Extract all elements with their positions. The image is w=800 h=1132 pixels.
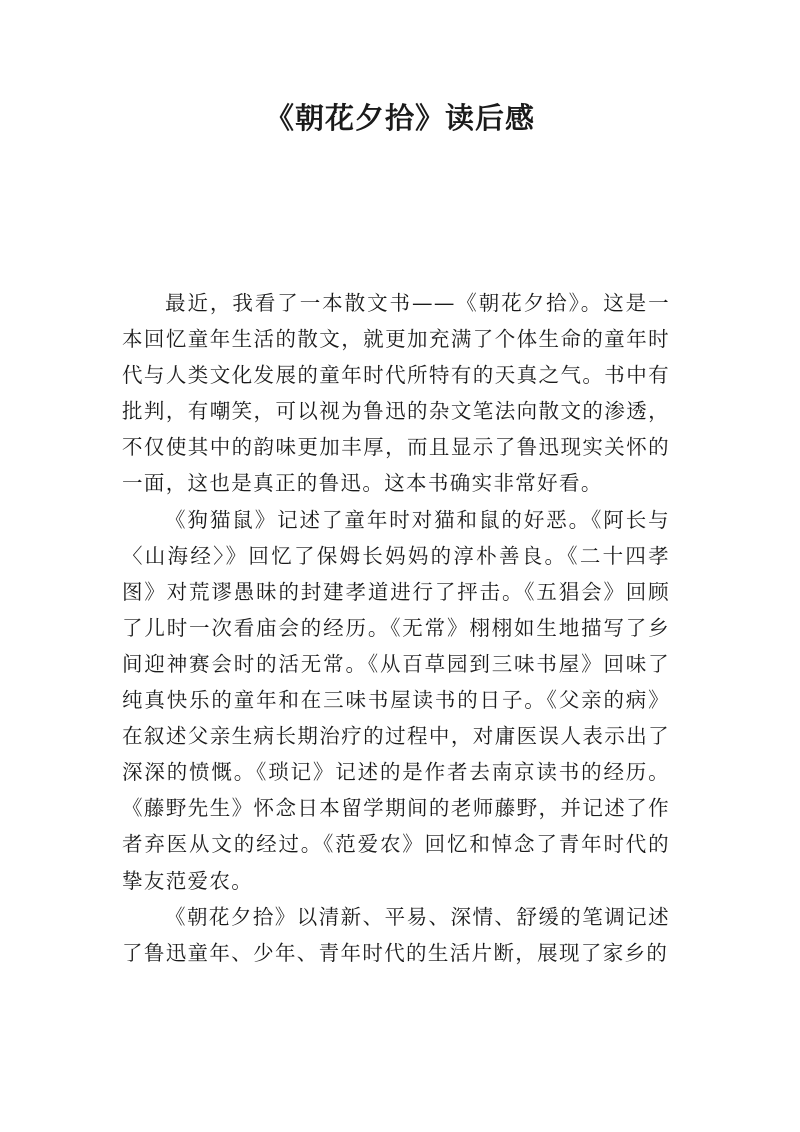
document-title: 《朝花夕拾》读后感 [264, 101, 535, 135]
paragraph: 最近，我看了一本散文书——《朝花夕拾》。这是一本回忆童年生活的散文，就更加充满了个体生命的童年时代与人类文化发展的童年时代所特有的天真之气。书中有批判，有嘲笑，可以视为鲁迅的杂文笔法向散文的渗透，不仅使其中的韵味更加丰厚，而且显示了鲁迅现实关怀的一面，这也是真正的鲁迅。这本书确实非常好看。 [122, 291, 670, 496]
paragraph: 《狗猫鼠》记述了童年时对猫和鼠的好恶。《阿长与〈山海经〉》回忆了保姆长妈妈的淳朴善良。《二十四孝图》对荒谬愚昧的封建孝道进行了抨击。《五猖会》回顾了儿时一次看庙会的经历。《无常》栩栩如生地描写了乡间迎神赛会时的活无常。《从百草园到三味书屋》回味了纯真快乐的童年和在三味书屋读书的日子。《父亲的病》在叙述父亲生病长期治疗的过程中，对庸医误人表示出了深深的愤慨。《琐记》记述的是作者去南京读书的经历。《藤野先生》怀念日本留学期间的老师藤野，并记述了作者弃医从文的经过。《范爱农》回忆和悼念了青年时代的挚友范爱农。 [122, 507, 670, 893]
document-body [122, 285, 670, 971]
paragraph: 《朝花夕拾》以清新、平易、深情、舒缓的笔调记述了鲁迅童年、少年、青年时代的生活片断，展现了家乡的 [122, 904, 670, 965]
